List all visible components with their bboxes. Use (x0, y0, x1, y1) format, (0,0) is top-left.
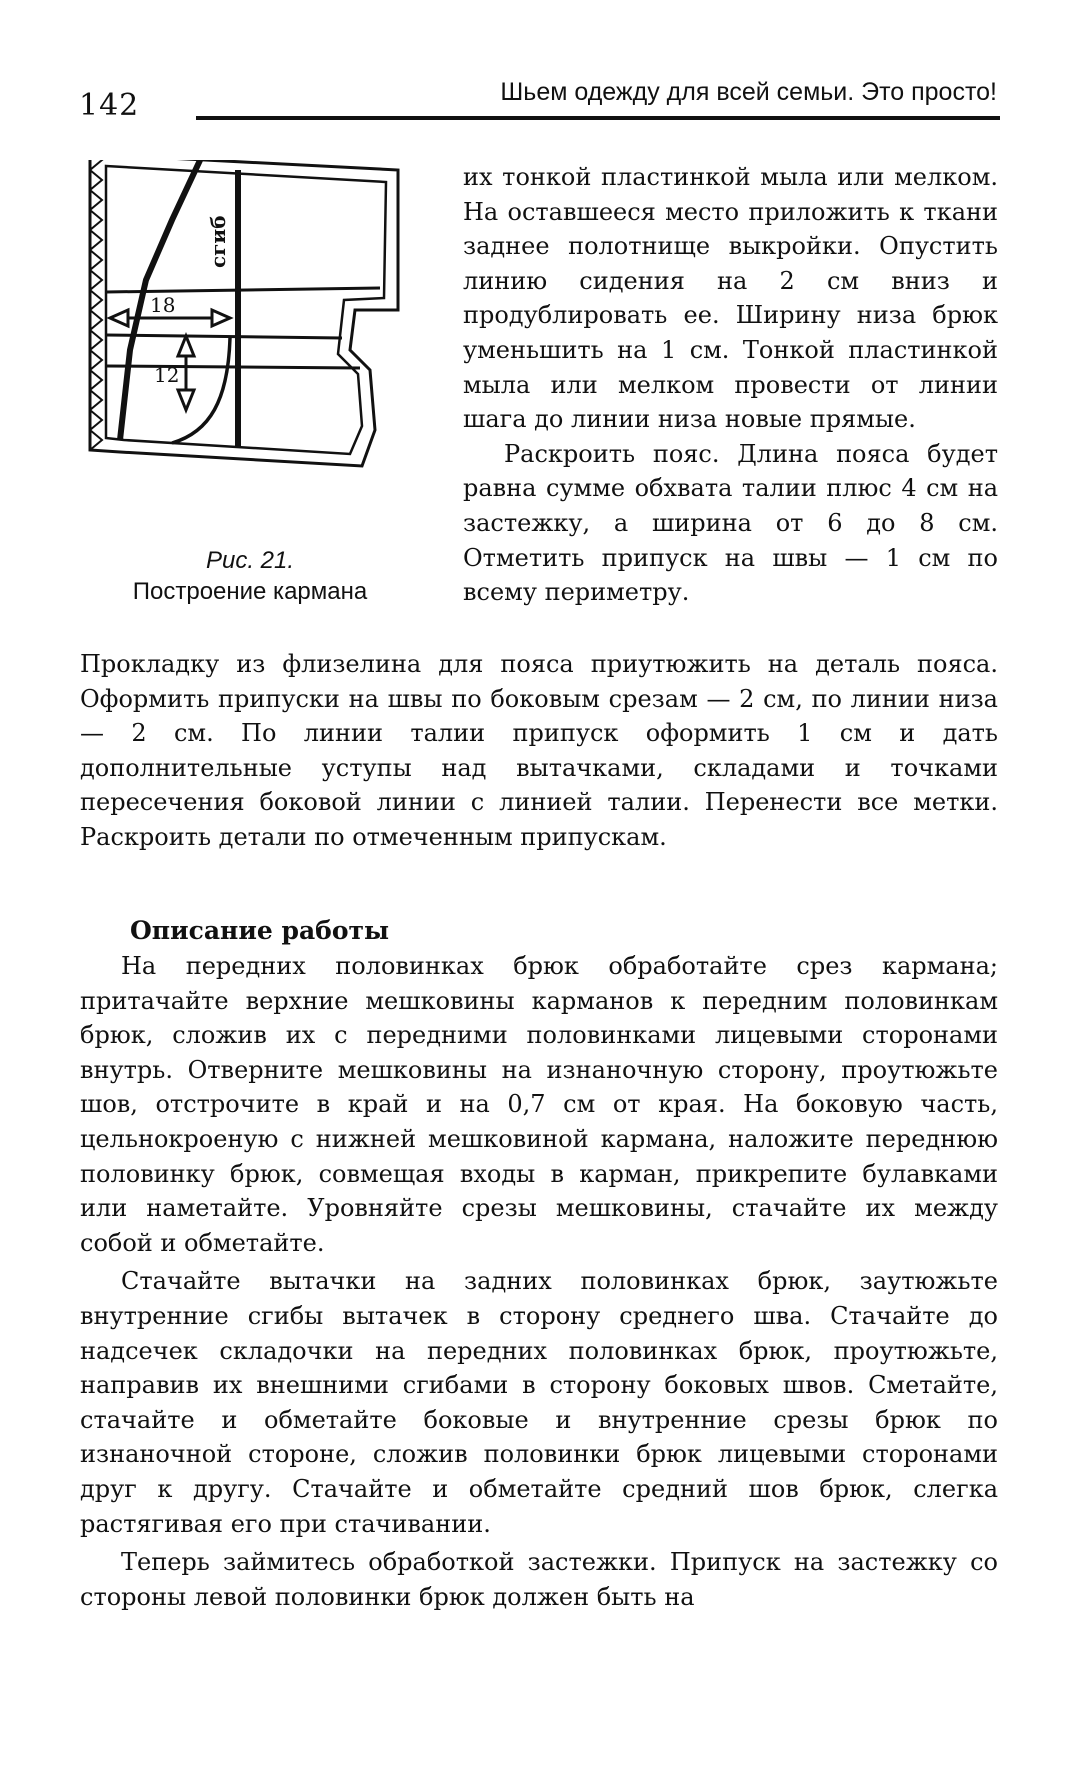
paragraph: их тонкой пластинкой мыла или мелком. На оставшееся место приложить к ткани заднее полотнище выкройки. Опустить линию сидения на 2 см вниз и продублировать ее. Ширину низа брюк уменьшить на 1 см. Тонкой пластинкой мыла или мелком провести от линии шага до линии низа новые прямые. (463, 163, 998, 434)
paragraph: Стачайте вытачки на задних половинках брюк, заутюжьте внутренние сгибы вытачек в сторону среднего шва. Стачайте до надсечек складочки на передних половинках брюк, проутюжьте, направив их внешними сгибами в сторону боковых швов. Сметайте, стачайте и обметайте боковые и внутренние срезы брюк по изнаночной стороне, сложив половинки брюк лицевыми сторонами друг к другу. Стачайте и обметайте средний шов брюк, слегка растягивая его при стачивании. (80, 1267, 998, 1538)
fold-label: сгиб (206, 215, 230, 268)
header-rule (196, 116, 1000, 120)
running-title: Шьем одежду для всей семьи. Это просто! (500, 78, 997, 106)
continuation-text (80, 647, 998, 855)
figure-number: Рис. 21. (205, 547, 295, 574)
paragraph: На передних половинках брюк обработайте срез кармана; притачайте верхние мешковины карманов к передним половинкам брюк, сложив их с передними половинками лицевыми сторонами внутрь. Отверните мешковины на изнаночную сторону, проутюжьте шов, отстрочите в край и на 0,7 см от края. На боковую часть, цельнокроеную с нижней мешковиной кармана, наложите переднюю половинку брюк, совмещая входы в карман, прикрепите булавками или наметайте. Уровняйте срезы мешковины, стачайте их между собой и обметайте. (80, 952, 998, 1257)
pocket-drawing (80, 160, 420, 550)
dimension-18: 18 (150, 293, 176, 317)
page-number: 142 (79, 88, 140, 123)
right-column-text (463, 160, 998, 610)
figure-title: Построение кармана (132, 578, 368, 605)
paragraph: Прокладку из флизелина для пояса приутюжить на деталь пояса. Оформить припуски на швы по боковым срезам — 2 см, по линии низа — 2 см. По линии талии припуск оформить 1 см и дать дополнительные уступы над вытачками, складами и точками пересечения боковой линии с линией талии. Перенести все метки. Раскроить детали по отмеченным припускам. (80, 650, 998, 851)
section-heading: Описание работы (130, 916, 390, 945)
paragraph: Теперь займитесь обработкой застежки. Припуск на застежку со стороны левой половинки брюк должен быть на (80, 1548, 998, 1611)
figure-caption (80, 545, 420, 607)
work-description-section (80, 913, 998, 1618)
pocket-construction-figure (80, 160, 420, 550)
dimension-12: 12 (154, 363, 180, 387)
paragraph: Раскроить пояс. Длина пояса будет равна сумме обхвата талии плюс 4 см на застежку, а ширина от 6 до 8 см. Отметить припуск на швы — 1 см по всему периметру. (463, 439, 998, 607)
